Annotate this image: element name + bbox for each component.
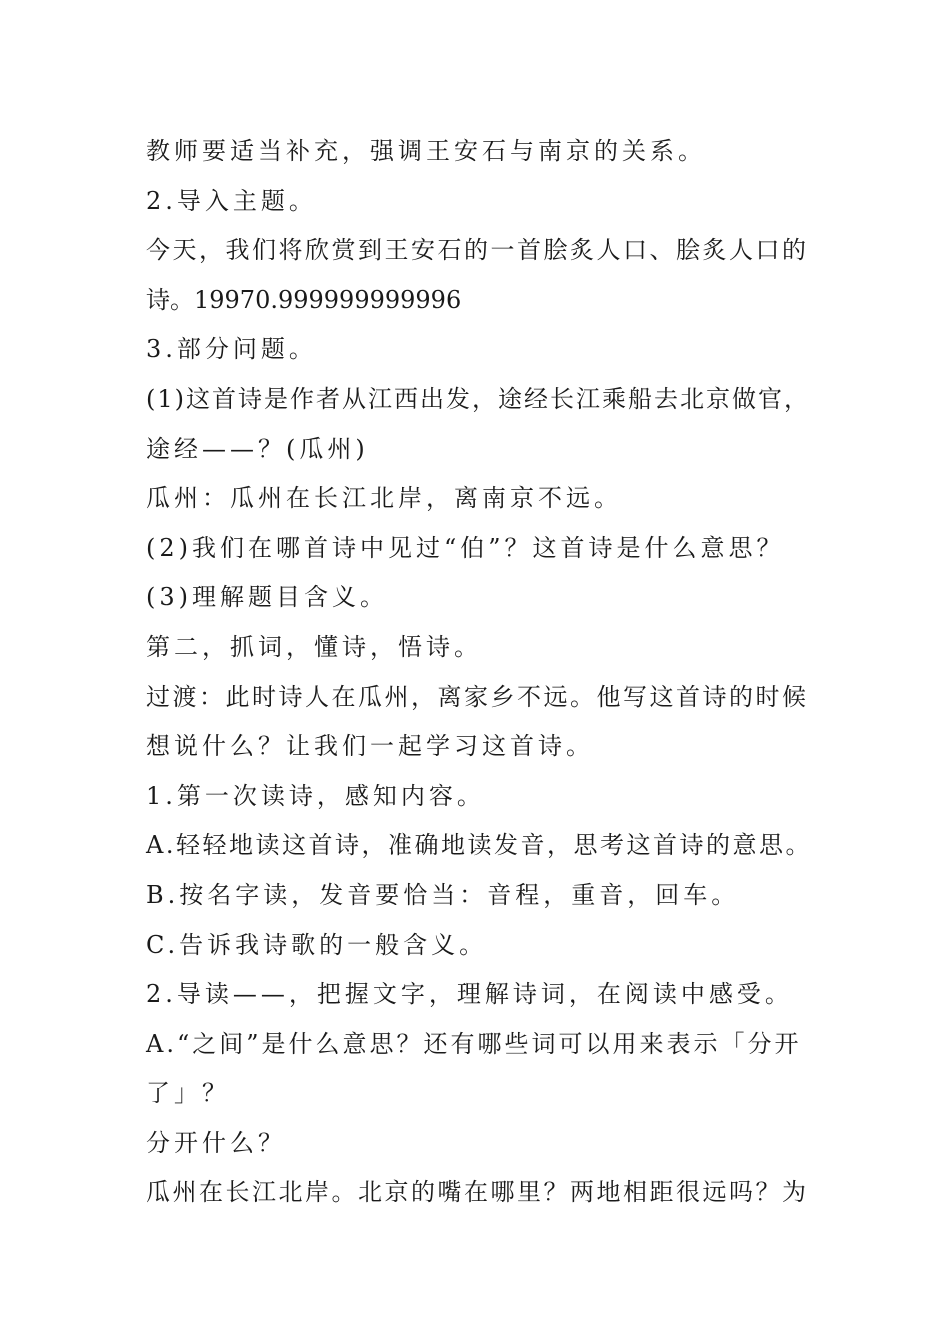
text-line: (2)我们在哪首诗中见过“伯”？这首诗是什么意思？ [146,533,785,562]
text-line: 诗。19970.999999999996 [146,285,462,314]
text-line: 瓜州：瓜州在长江北岸，离南京不远。 [146,484,622,513]
text-line: 想说什么？让我们一起学习这首诗。 [146,732,594,761]
text-line: 了」？ [146,1079,230,1108]
text-line: 瓜州在长江北岸。北京的嘴在哪里？两地相距很远吗？为 [146,1178,809,1207]
text-line: 1.第一次读诗，感知内容。 [146,781,485,810]
text-line: 3.部分问题。 [146,335,317,364]
text-line: (3)理解题目含义。 [146,583,388,612]
text-line: 2.导读——，把握文字，理解诗词，在阅读中感受。 [146,980,793,1009]
text-line: 第二，抓词，懂诗，悟诗。 [146,632,482,661]
text-line: B.按名字读，发音要恰当：音程，重音，回车。 [146,880,740,909]
text-line: A.轻轻地读这首诗，准确地读发音，思考这首诗的意思。 [146,831,812,860]
text-line: (1)这首诗是作者从江西出发，途经长江乘船去北京做官， [146,384,810,413]
text-line: 分开什么？ [146,1128,286,1157]
text-line: 2.导入主题。 [146,186,317,215]
text-line: 途经——？(瓜州) [146,434,369,463]
text-line: 过渡：此时诗人在瓜州，离家乡不远。他写这首诗的时候 [146,682,809,711]
document-body [146,127,814,1218]
text-line: 今天，我们将欣赏到王安石的一首脍炙人口、脍炙人口的 [146,236,809,265]
text-line: C.告诉我诗歌的一般含义。 [146,930,488,959]
text-line: 教师要适当补充，强调王安石与南京的关系。 [146,137,706,165]
text-line: A.“之间”是什么意思？还有哪些词可以用来表示「分开 [146,1029,802,1058]
